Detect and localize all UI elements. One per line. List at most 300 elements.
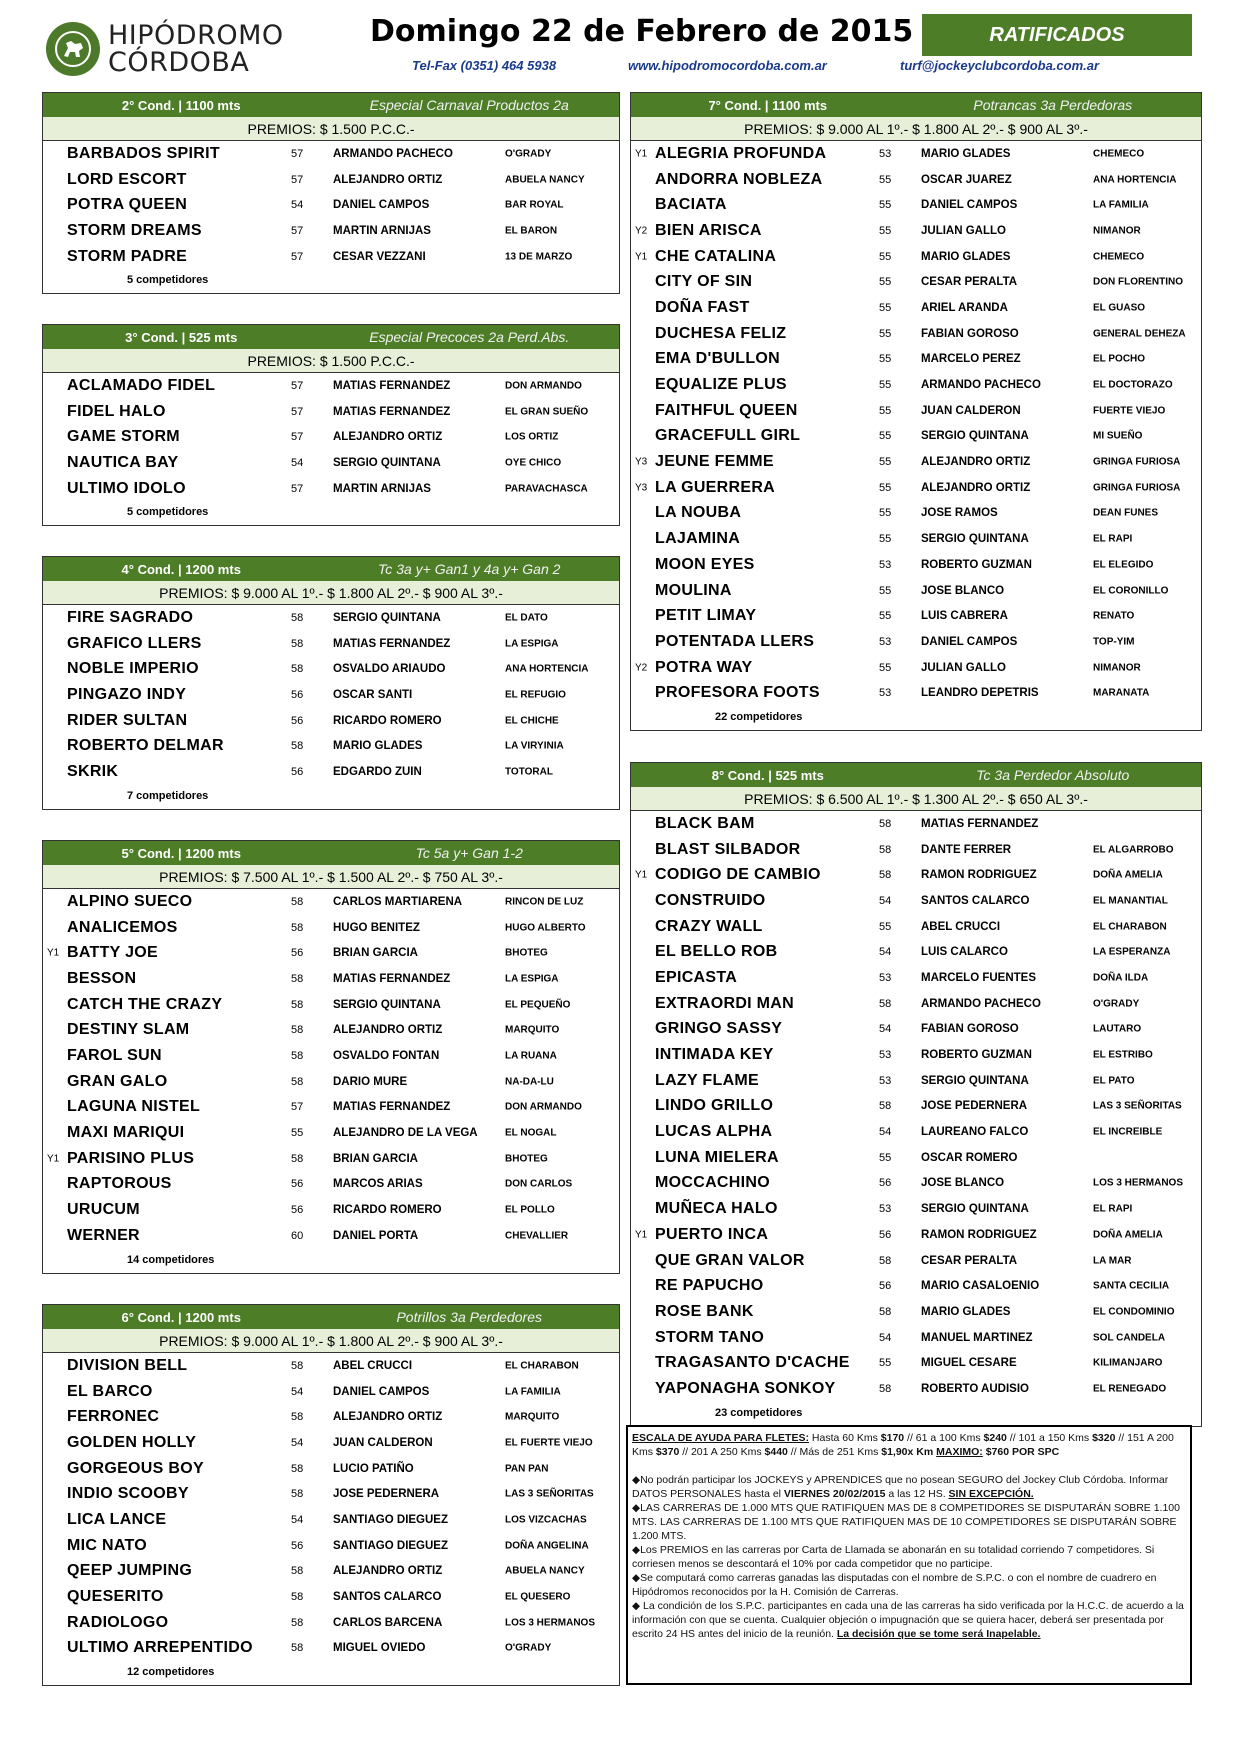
race-card: [42, 556, 620, 810]
entry-row: [631, 1017, 1201, 1043]
stable-name: LOS 3 HERMANOS: [1093, 1177, 1184, 1189]
jockey-name: DANIEL CAMPOS: [921, 635, 1018, 648]
horse-name: BATTY JOE: [67, 944, 159, 962]
stable-name: EL BARON: [505, 225, 558, 237]
stable-name: CHEVALLIER: [505, 1230, 569, 1242]
horse-weight: 55: [879, 301, 892, 314]
coupling-flag: Y1: [635, 251, 648, 263]
horse-name: ACLAMADO FIDEL: [67, 376, 216, 394]
race-category: Tc 3a y+ Gan1 y 4a y+ Gan 2: [378, 561, 561, 577]
jockey-name: DANTE FERRER: [921, 843, 1012, 856]
stable-name: LAS 3 SEÑORITAS: [1093, 1100, 1182, 1112]
horse-name: FERRONEC: [67, 1408, 160, 1426]
entry-row: [631, 1068, 1201, 1094]
horse-weight: 54: [879, 1023, 892, 1036]
race-prizes: PREMIOS: $ 9.000 AL 1º.- $ 1.800 AL 2º.- $ 900 AL 3º.-: [43, 581, 619, 605]
jockey-name: MARIO GLADES: [921, 147, 1011, 160]
horse-name: ULTIMO IDOLO: [67, 479, 186, 497]
stable-name: EL NOGAL: [505, 1127, 557, 1139]
horse-name: POTENTADA LLERS: [655, 632, 815, 650]
jockey-name: OSVALDO FONTAN: [333, 1049, 440, 1062]
entry-row: [631, 475, 1201, 501]
horse-weight: 53: [879, 971, 892, 984]
stable-name: DOÑA AMELIA: [1093, 1229, 1163, 1241]
horse-name: FIRE SAGRADO: [67, 608, 194, 626]
jockey-name: ALEJANDRO ORTIZ: [333, 1565, 443, 1578]
horse-weight: 58: [879, 1254, 892, 1267]
jockey-name: JOSE RAMOS: [921, 507, 998, 520]
horse-name: PARISINO PLUS: [67, 1149, 195, 1167]
jockey-name: MATIAS FERNANDEZ: [333, 1101, 451, 1114]
competitor-count: 5 competidores: [127, 506, 209, 519]
horse-name: EQUALIZE PLUS: [655, 376, 787, 394]
entry-row: [631, 501, 1201, 527]
stable-name: EL POLLO: [505, 1204, 555, 1216]
race-card: [42, 840, 620, 1274]
horse-name: CHE CATALINA: [655, 247, 777, 265]
horse-weight: 53: [879, 1074, 892, 1087]
race-header: [43, 325, 619, 349]
stable-name: EL ELEGIDO: [1093, 559, 1154, 571]
coupling-flag: Y2: [635, 662, 648, 674]
entry-row: [43, 1146, 619, 1172]
jockey-name: ABEL CRUCCI: [333, 1359, 413, 1372]
jockey-name: LUIS CALARCO: [921, 946, 1008, 959]
stable-name: EL RENEGADO: [1093, 1383, 1167, 1395]
jockey-name: SANTIAGO DIEGUEZ: [333, 1513, 449, 1526]
horse-name: GRAFICO LLERS: [67, 634, 202, 652]
entry-row: [43, 373, 619, 399]
jockey-name: JOSE BLANCO: [921, 584, 1005, 597]
telfax: Tel-Fax (0351) 464 5938: [412, 58, 557, 73]
entry-row: [631, 965, 1201, 991]
entry-row: [631, 811, 1201, 837]
entry-row: [631, 991, 1201, 1017]
stable-name: GENERAL DEHEZA: [1093, 328, 1186, 340]
escala-value: $170: [880, 1432, 905, 1444]
entry-row: [631, 398, 1201, 424]
stable-name: O'GRADY: [505, 1642, 552, 1654]
jockey-name: SERGIO QUINTANA: [921, 533, 1029, 546]
entry-row: [43, 915, 619, 941]
entry-row: [43, 167, 619, 193]
stable-name: HUGO ALBERTO: [505, 922, 586, 934]
horse-name: POTRA WAY: [655, 658, 753, 676]
entry-row: [43, 1223, 619, 1249]
horse-name: RE PAPUCHO: [655, 1277, 764, 1295]
horse-name: STORM DREAMS: [67, 221, 202, 239]
horse-name: BARBADOS SPIRIT: [67, 144, 220, 162]
stable-name: EL MANANTIAL: [1093, 895, 1168, 907]
note-3: ◆Los PREMIOS en las carreras por Carta de Llamada se abonarán en su totalidad corriendo 7 competidores. Si corriesen menos se descontará el 10% por cada competidor que no participe.: [632, 1544, 1155, 1570]
horse-name: NAUTICA BAY: [67, 453, 179, 471]
stable-name: LA FAMILIA: [505, 1386, 561, 1398]
horse-weight: 55: [879, 1357, 892, 1370]
horse-name: TRAGASANTO D'CACHE: [655, 1354, 850, 1372]
escala-value: $1,90x Km: [881, 1446, 934, 1458]
jockey-name: SERGIO QUINTANA: [921, 430, 1029, 443]
horse-weight: 58: [291, 1359, 304, 1372]
jockey-name: ALEJANDRO ORTIZ: [921, 456, 1031, 469]
race-condition: 8° Cond. | 525 mts: [711, 767, 824, 783]
entry-row: [43, 631, 619, 657]
jockey-name: ARMANDO PACHECO: [921, 379, 1041, 392]
horse-weight: 58: [879, 1100, 892, 1113]
escala-value: $240: [983, 1432, 1007, 1444]
entry-row: [631, 218, 1201, 244]
competitor-count: 12 competidores: [127, 1666, 215, 1679]
horse-weight: 54: [291, 1513, 304, 1526]
competitor-count: 22 competidores: [715, 711, 803, 724]
horse-name: MOCCACHINO: [655, 1174, 770, 1192]
jockey-name: LEANDRO DEPETRIS: [921, 687, 1039, 700]
entry-row: [631, 1299, 1201, 1325]
stable-name: LA VIRYINIA: [505, 740, 564, 752]
stable-name: GRINGA FURIOSA: [1093, 456, 1181, 468]
stable-name: ANA HORTENCIA: [1093, 174, 1177, 186]
stable-name: DON FLORENTINO: [1093, 276, 1183, 288]
coupling-flag: Y1: [635, 869, 648, 881]
jockey-name: JUAN CALDERON: [333, 1436, 433, 1449]
horse-weight: 58: [291, 1024, 304, 1037]
stable-name: BAR ROYAL: [505, 199, 564, 211]
horse-weight: 56: [291, 947, 304, 960]
stable-name: GRINGA FURIOSA: [1093, 482, 1181, 494]
horse-weight: 55: [879, 224, 892, 237]
horse-name: MIC NATO: [67, 1536, 148, 1554]
jockey-name: MATIAS FERNANDEZ: [333, 972, 451, 985]
escala-text: // 201 A 250 Kms: [679, 1446, 765, 1458]
jockey-name: DARIO MURE: [333, 1075, 408, 1088]
stable-name: EL CHARABON: [1093, 921, 1167, 933]
horse-name: GRAN GALO: [67, 1072, 168, 1090]
website-link[interactable]: www.hipodromocordoba.com.ar: [628, 58, 827, 73]
entry-row: [631, 888, 1201, 914]
horse-name: STORM TANO: [655, 1328, 765, 1346]
stable-name: LA MAR: [1093, 1255, 1132, 1267]
entry-row: [43, 1456, 619, 1482]
horse-name: GRINGO SASSY: [655, 1020, 783, 1038]
horse-weight: 55: [879, 920, 892, 933]
stable-name: LAUTARO: [1093, 1023, 1142, 1035]
escala-title: ESCALA DE AYUDA PARA FLETES:: [632, 1432, 809, 1444]
entry-row: [43, 733, 619, 759]
horse-weight: 54: [291, 1385, 304, 1398]
horse-weight: 57: [291, 224, 304, 237]
jockey-name: RAMON RODRIGUEZ: [921, 1228, 1037, 1241]
jockey-name: MANUEL MARTINEZ: [921, 1331, 1033, 1344]
race-category: Especial Precoces 2a Perd.Abs.: [369, 329, 570, 345]
horse-name: GORGEOUS BOY: [67, 1459, 204, 1477]
horse-name: BLAST SILBADOR: [655, 840, 801, 858]
jockey-name: MARIO GLADES: [921, 250, 1011, 263]
horse-weight: 57: [291, 173, 304, 186]
stable-name: EL QUESERO: [505, 1591, 571, 1603]
jockey-name: OSCAR JUAREZ: [921, 173, 1012, 186]
jockey-name: MIGUEL OVIEDO: [333, 1642, 426, 1655]
stable-name: EL RAPI: [1093, 533, 1133, 545]
entry-row: [43, 1559, 619, 1585]
entry-row: [43, 656, 619, 682]
horse-name: FIDEL HALO: [67, 402, 166, 420]
race-card: [630, 762, 1202, 1427]
horse-name: ALPINO SUECO: [67, 892, 193, 910]
stable-name: LAS 3 SEÑORITAS: [505, 1488, 594, 1500]
jockey-name: JOSE PEDERNERA: [333, 1488, 440, 1501]
stable-name: 13 DE MARZO: [505, 251, 573, 263]
stable-name: EL CHARABON: [505, 1360, 579, 1372]
horse-weight: 58: [291, 740, 304, 753]
horse-weight: 53: [879, 1049, 892, 1062]
entry-row: [43, 940, 619, 966]
entry-row: [631, 629, 1201, 655]
jockey-name: CESAR PERALTA: [921, 276, 1018, 289]
stable-name: EL DOCTORAZO: [1093, 379, 1173, 391]
jockey-name: CESAR VEZZANI: [333, 250, 426, 263]
horse-weight: 58: [291, 895, 304, 908]
horse-name: ULTIMO ARREPENTIDO: [67, 1639, 253, 1657]
escala-value: $440: [764, 1446, 788, 1458]
stable-name: LOS ORTIZ: [505, 431, 559, 443]
stable-name: DOÑA ILDA: [1093, 972, 1149, 984]
entry-row: [631, 321, 1201, 347]
entry-row: [43, 1430, 619, 1456]
entry-row: [43, 450, 619, 476]
jockey-name: LUCIO PATIÑO: [333, 1462, 414, 1475]
stable-name: PAN PAN: [505, 1463, 549, 1475]
jockey-name: MARCOS ARIAS: [333, 1178, 423, 1191]
horse-name: BIEN ARISCA: [655, 221, 762, 239]
horse-weight: 53: [879, 147, 892, 160]
entry-row: [631, 269, 1201, 295]
note-5-emphasis: La decisión que se tome será Inapelable.: [836, 1628, 1041, 1640]
race-category: Especial Carnaval Productos 2a: [369, 97, 569, 113]
horse-name: BACIATA: [655, 196, 727, 214]
race-header: [631, 763, 1201, 787]
horse-weight: 54: [291, 456, 304, 469]
entry-row: [43, 1043, 619, 1069]
coupling-flag: Y3: [635, 482, 648, 494]
jockey-name: SANTOS CALARCO: [921, 894, 1030, 907]
jockey-name: ARMANDO PACHECO: [921, 997, 1041, 1010]
horse-name: DOÑA FAST: [655, 298, 750, 316]
stable-name: MARANATA: [1093, 687, 1150, 699]
horse-name: ROSE BANK: [655, 1302, 754, 1320]
entry-row: [43, 1172, 619, 1198]
stable-name: SOL CANDELA: [1093, 1332, 1166, 1344]
horse-name: DESTINY SLAM: [67, 1021, 190, 1039]
horse-name: POTRA QUEEN: [67, 196, 188, 214]
stable-name: KILIMANJARO: [1093, 1357, 1163, 1369]
stable-name: EL GRAN SUEÑO: [505, 406, 589, 418]
horse-name: FAITHFUL QUEEN: [655, 401, 798, 419]
horse-name: DIVISION BELL: [67, 1356, 188, 1374]
jockey-name: CARLOS MARTIARENA: [333, 895, 463, 908]
stable-name: O'GRADY: [505, 148, 552, 160]
horse-name: LICA LANCE: [67, 1510, 167, 1528]
horse-weight: 55: [291, 1127, 304, 1140]
horse-weight: 58: [879, 843, 892, 856]
stable-name: EL CHICHE: [505, 715, 559, 727]
jockey-name: MARCELO PEREZ: [921, 353, 1021, 366]
entry-row: [631, 837, 1201, 863]
competitor-count: 5 competidores: [127, 274, 209, 287]
race-header: [43, 93, 619, 117]
horse-name: ROBERTO DELMAR: [67, 737, 224, 755]
stable-name: LOS 3 HERMANOS: [505, 1617, 596, 1629]
horse-name: CODIGO DE CAMBIO: [655, 866, 821, 884]
entry-row: [631, 862, 1201, 888]
horse-weight: 55: [879, 661, 892, 674]
stable-name: EL CORONILLO: [1093, 585, 1169, 597]
entry-row: [631, 578, 1201, 604]
race-condition: 2° Cond. | 1100 mts: [121, 97, 241, 113]
escala-text: Hasta 60 Kms: [811, 1432, 881, 1444]
horse-name: PINGAZO INDY: [67, 685, 187, 703]
jockey-name: ALEJANDRO ORTIZ: [333, 1024, 443, 1037]
horse-weight: 54: [879, 894, 892, 907]
entry-row: [43, 682, 619, 708]
horse-weight: 56: [879, 1177, 892, 1190]
jockey-name: ARMANDO PACHECO: [333, 147, 453, 160]
stable-name: RINCON DE LUZ: [505, 896, 584, 908]
jockey-name: JUAN CALDERON: [921, 404, 1021, 417]
jockey-name: ROBERTO GUZMAN: [921, 558, 1032, 571]
horse-weight: 58: [291, 972, 304, 985]
hipodromo-logo: [46, 22, 284, 76]
jockey-name: ALEJANDRO DE LA VEGA: [333, 1127, 478, 1140]
stable-name: LOS VIZCACHAS: [505, 1514, 587, 1526]
stable-name: EL PATO: [1093, 1075, 1135, 1087]
entry-row: [43, 1069, 619, 1095]
horse-weight: 55: [879, 1151, 892, 1164]
horse-name: DUCHESA FELIZ: [655, 324, 787, 342]
stable-name: SANTA CECILIA: [1093, 1280, 1170, 1292]
race-card: [42, 92, 620, 294]
jockey-name: ARIEL ARANDA: [921, 301, 1008, 314]
jockey-name: ALEJANDRO ORTIZ: [333, 1411, 443, 1424]
entry-row: [631, 347, 1201, 373]
entry-row: [43, 141, 619, 167]
horse-name: BLACK BAM: [655, 814, 755, 832]
note-1-time: a las 12 HS.: [885, 1488, 949, 1500]
jockey-name: MATIAS FERNANDEZ: [921, 817, 1039, 830]
horse-name: QUE GRAN VALOR: [655, 1251, 805, 1269]
jockey-name: RICARDO ROMERO: [333, 714, 442, 727]
horse-name: CRAZY WALL: [655, 917, 763, 935]
horse-weight: 53: [879, 687, 892, 700]
race-category: Potrillos 3a Perdedores: [396, 1309, 542, 1325]
horse-weight: 55: [879, 199, 892, 212]
entry-row: [631, 141, 1201, 167]
entry-row: [631, 192, 1201, 218]
entry-row: [631, 1042, 1201, 1068]
horse-name: MAXI MARIQUI: [67, 1124, 185, 1142]
email-link[interactable]: turf@jockeyclubcordoba.com.ar: [900, 58, 1100, 73]
horse-name: WERNER: [67, 1226, 140, 1244]
horse-weight: 54: [879, 1126, 892, 1139]
entry-row: [43, 1353, 619, 1379]
horse-name: PROFESORA FOOTS: [655, 684, 820, 702]
horse-weight: 57: [291, 147, 304, 160]
entry-row: [43, 992, 619, 1018]
stable-name: OYE CHICO: [505, 457, 562, 469]
horse-name: LUNA MIELERA: [655, 1148, 779, 1166]
horse-name: GOLDEN HOLLY: [67, 1433, 197, 1451]
horse-name: LAZY FLAME: [655, 1071, 760, 1089]
race-prizes: PREMIOS: $ 9.000 AL 1º.- $ 1.800 AL 2º.- $ 900 AL 3º.-: [43, 1329, 619, 1353]
entry-row: [631, 655, 1201, 681]
stable-name: TOTORAL: [505, 766, 553, 778]
note-4: ◆Se computará como carreras ganadas las disputadas con el nombre de S.P.C. o con el nombre de cuadrero en Hipódromos reconocidos por la H. Comisión de Carreras.: [632, 1572, 1157, 1598]
stable-name: MI SUEÑO: [1093, 430, 1143, 442]
stable-name: EL REFUGIO: [505, 689, 566, 701]
jockey-name: SERGIO QUINTANA: [921, 1074, 1029, 1087]
horse-weight: 60: [291, 1229, 304, 1242]
coupling-flag: Y1: [635, 1229, 648, 1241]
jockey-name: FABIAN GOROSO: [921, 327, 1019, 340]
escala-text: // 101 a 150 Kms: [1006, 1432, 1093, 1444]
horse-name: EPICASTA: [655, 968, 738, 986]
race-condition: 5° Cond. | 1200 mts: [121, 845, 241, 861]
jockey-name: MIGUEL CESARE: [921, 1357, 1017, 1370]
horse-weight: 58: [291, 1488, 304, 1501]
horse-weight: 58: [291, 1591, 304, 1604]
stable-name: EL FUERTE VIEJO: [505, 1437, 593, 1449]
entry-row: [43, 424, 619, 450]
jockey-name: ALEJANDRO ORTIZ: [333, 431, 443, 444]
race-category: Potrancas 3a Perdedoras: [973, 97, 1133, 113]
jockey-name: MARIO GLADES: [333, 740, 423, 753]
horse-weight: 56: [291, 1204, 304, 1217]
horse-weight: 56: [291, 765, 304, 778]
horse-weight: 58: [291, 1642, 304, 1655]
jockey-name: JULIAN GALLO: [921, 224, 1006, 237]
entry-row: [43, 1404, 619, 1430]
horse-name: LINDO GRILLO: [655, 1097, 774, 1115]
horse-name: CITY OF SIN: [655, 273, 753, 291]
entry-row: [631, 603, 1201, 629]
coupling-flag: Y1: [635, 148, 648, 160]
stable-name: O'GRADY: [1093, 998, 1140, 1010]
horse-weight: 57: [291, 482, 304, 495]
horse-weight: 53: [879, 1203, 892, 1216]
entry-row: [631, 1222, 1201, 1248]
horse-name: NOBLE IMPERIO: [67, 660, 199, 678]
stable-name: LA ESPIGA: [505, 638, 559, 650]
horse-weight: 55: [879, 507, 892, 520]
entry-row: [43, 1197, 619, 1223]
jockey-name: SANTIAGO DIEGUEZ: [333, 1539, 449, 1552]
horse-weight: 55: [879, 353, 892, 366]
note-1-date: VIERNES 20/02/2015: [783, 1488, 886, 1500]
stable-name: EL GUASO: [1093, 302, 1146, 314]
note-5: ◆ La condición de los S.P.C. participantes en cada una de las carreras ha sido verificada por la H.C.C. de acuerdo a la información con que se cuenta. Cualquier objeción o impugnación que se quiera hacer, deberá ser presentada por escrito 24 HS antes del inicio de la reunión.: [632, 1600, 1184, 1640]
horse-weight: 54: [291, 199, 304, 212]
entry-row: [43, 759, 619, 785]
stable-name: EL PEQUEÑO: [505, 999, 571, 1011]
horse-name: QUESERITO: [67, 1588, 164, 1606]
jockey-name: SERGIO QUINTANA: [333, 998, 441, 1011]
escala-max-value: $760 POR SPC: [982, 1446, 1060, 1458]
jockey-name: MATIAS FERNANDEZ: [333, 405, 451, 418]
entry-row: [631, 526, 1201, 552]
note-1-emphasis: SIN EXCEPCIÓN.: [948, 1488, 1034, 1500]
stable-name: ABUELA NANCY: [505, 1565, 585, 1577]
competitor-count: 7 competidores: [127, 789, 209, 802]
entry-row: [631, 372, 1201, 398]
horse-name: CONSTRUIDO: [655, 891, 766, 909]
